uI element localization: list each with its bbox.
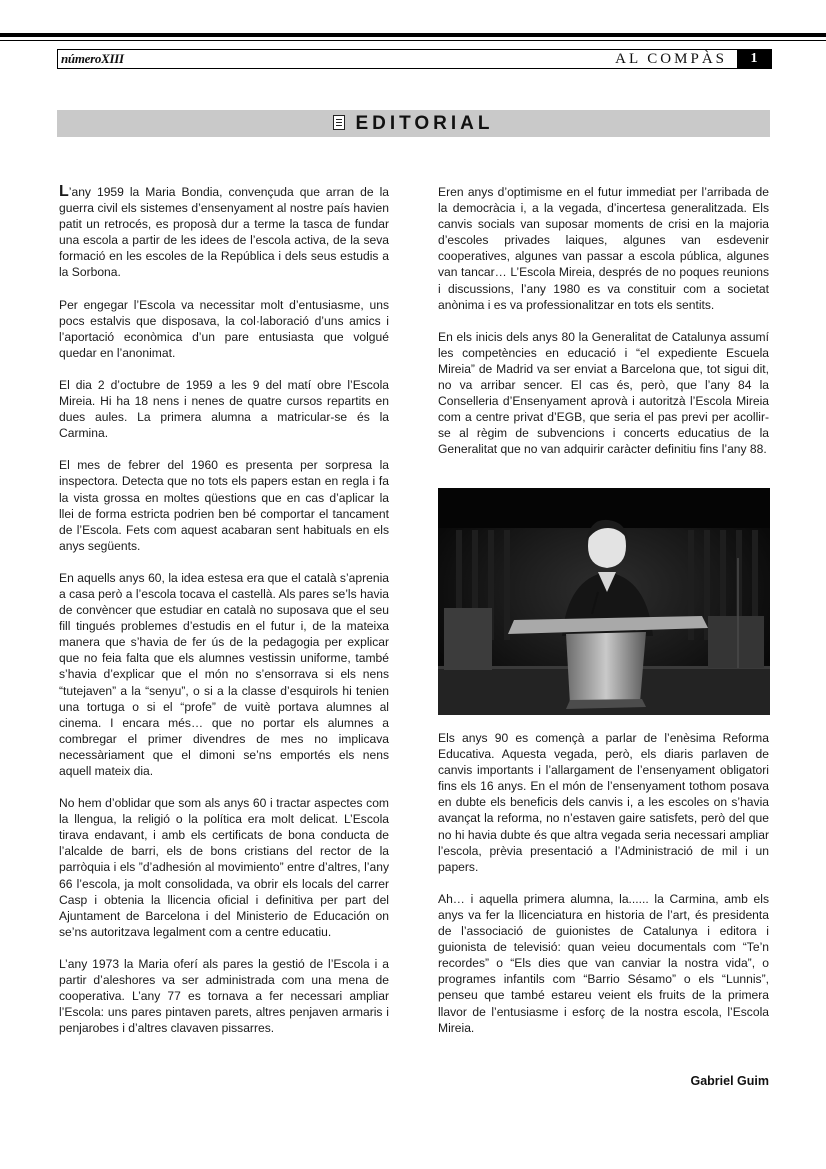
magazine-title: AL COMPÀS (615, 51, 727, 67)
paragraph: Eren anys d’optimisme en el futur immediat per l’arribada de la democràcia i, a la vegada, d’incertesa generalitzada. Els canvis socials van suposar moments de crisi en la majoria d’escoles privades laiques, algunes van esdevenir cooperatives, algunes van passar a escola pública, algunes van tancar… L’Escola Mireia, després de no poques reunions i discussions, l’any 1980 es va constituir com a societat anònima i es va professionalitzar en tots els sentits. (438, 185, 769, 312)
paragraph: En aquells anys 60, la idea estesa era que el català s’aprenia a casa però a l’escola tocava el castellà. Als pares se’ls havia de convèncer que estudiar en català no suposava que el seu fill tingués problemes d’estudis en el futur i, de la mateixa manera que s’havia de fer ús de la pedagogia per explicar que no feia falta que els alumnes vestissin uniforme, també s’havia d’explicar que el món no s’ensorrava si els nens “tutejaven” a la “senyu”, o si a la classe d’esquirols hi tenien una tortuga o si el “profe” de vuitè portava alumnes al cinema. I encara més… que no portar els alumnes a combregar el primer divendres de mes no implicava necessàriament que el dimoni se’ns emportés els nens aquell mateix dia. (59, 570, 389, 778)
paragraph: Els anys 90 es començà a parlar de l’enèsima Reforma Educativa. Aquesta vegada, però, els diaris parlaven de canvis importants i l’allargament de l’ensenyament obligatori fins els 16 anys. En el món de l’ensenyament tothom posava en dubte els beneficis dels canvis i, a les escoles on s’havia avançat la reforma, no n’estaven gaire satisfets, però del que no hi havia dubte és que altra vegada seria necessari ampliar l’escola, prèvia presentació a l’Administració de mil i un papers. (438, 731, 769, 874)
author-signature: Gabriel Guim (690, 1074, 769, 1088)
paragraph: Ah… i aquella primera alumna, la...... la Carmina, amb els anys va fer la llicenciatura en historia de l’art, és presidenta de l’associació de guionistes de Catalunya i editora i guionista de televisió: quan veieu documentals com “Te’n recordes” o “Els dies que van canviar la nostra vida”, o programes infantils com “Barrio Sésamo” o els “Lunnis”, penseu que també estareu veient els fruits de la primera llavor de l’entusiasme i esforç de la nostra escola, l’Escola Mireia. (438, 891, 769, 1035)
article-right-column-bottom (438, 730, 769, 1052)
article-left-column (59, 184, 389, 1052)
speaker-photo-illustration (438, 488, 770, 715)
paragraph: El dia 2 d’octubre de 1959 a les 9 del matí obre l’Escola Mireia. Hi ha 18 nens i nenes de quatre cursos repartits en dues aules. La primera alumna a matricular-se és la Carmina. (59, 377, 389, 441)
paragraph: No hem d’oblidar que som als anys 60 i tractar aspectes com la llengua, la religió o la política era molt delicat. L’Escola tirava endavant, i amb els certificats de bona conducta de l’alcalde de barri, els de bons cristians del rector de la parròquia i els ”d’adhesión al movimiento” entre d’altres, l’any 66 l’escola, ja molt consolidada, va obrir els locals del carrer Casp i obtenia la llicencia oficial i definitiva per part del Ajuntament de Barcelona i del Ministerio de Educación on se’ns autoritzava legalment com a centre educatiu. (59, 796, 389, 939)
paragraph: En els inicis dels anys 80 la Generalitat de Catalunya assumí les competències en educació i “el expediente Escuela Mireia” de Madrid va ser enviat a Barcelona que, tot sigui dit, no va arribar sencer. El cas és, però, que l’any 84 la Conselleria d’Ensenyament aprovà i autoritzà l’Escola Mireia com a centre privat d’EGB, que seria el pas previ per acollir-se al règim de subvencions i concerts educatius de la Generalitat que no van adquirir caràcter definitiu fins l’any 88. (438, 329, 769, 457)
paragraph: El mes de febrer del 1960 es presenta per sorpresa la inspectora. Detecta que no tots els papers estan en regla i fa la vista grossa en moltes qüestions que en cas d’aplicar la llei de forma estricta podrien ben bé comportar el tancament de l’Escola. Fets com aquest acabaran sent habituals en els anys següents. (59, 458, 389, 553)
section-heading-bar (57, 110, 770, 137)
paragraph: Per engegar l’Escola va necessitar molt d’entusiasme, uns pocs estalvis que disposava, la col·laboració d’uns amics i l’aportació econòmica d’un pare entusiasta que volgué quedar en l’anonimat. (59, 297, 389, 360)
issue-label: númeroXIII (61, 51, 124, 66)
paragraph (59, 184, 389, 281)
dropcap: L (59, 183, 69, 200)
article-right-column-top (438, 184, 769, 474)
section-title: EDITORIAL (355, 113, 494, 134)
running-header (57, 49, 772, 69)
top-rule-thick (0, 33, 826, 37)
document-icon (333, 115, 345, 130)
top-rule-thin (0, 40, 826, 41)
page-number: 1 (737, 49, 771, 69)
paragraph: L’any 1973 la Maria oferí als pares la gestió de l’Escola i a partir d’aleshores va ser administrada com una mena de cooperativa. L’any 77 es tornava a fer necessari ampliar l’Escola: uns pares pintaven parets, altres penjaven armaris i penjarobes i d’altres clavaven pissarres. (59, 956, 389, 1036)
speaker-photo (438, 488, 770, 715)
paragraph-text: ’any 1959 la Maria Bondia, convençuda que arran de la guerra civil els sistemes d’ensenyament al nostre país havien patit un retrocés, es proposà dur a terme la tasca de fundar una escola a partir de les idees de l’escola activa, de la seva formació en les escoles de la República i dels seus estudis a la Sorbona. (59, 185, 389, 280)
